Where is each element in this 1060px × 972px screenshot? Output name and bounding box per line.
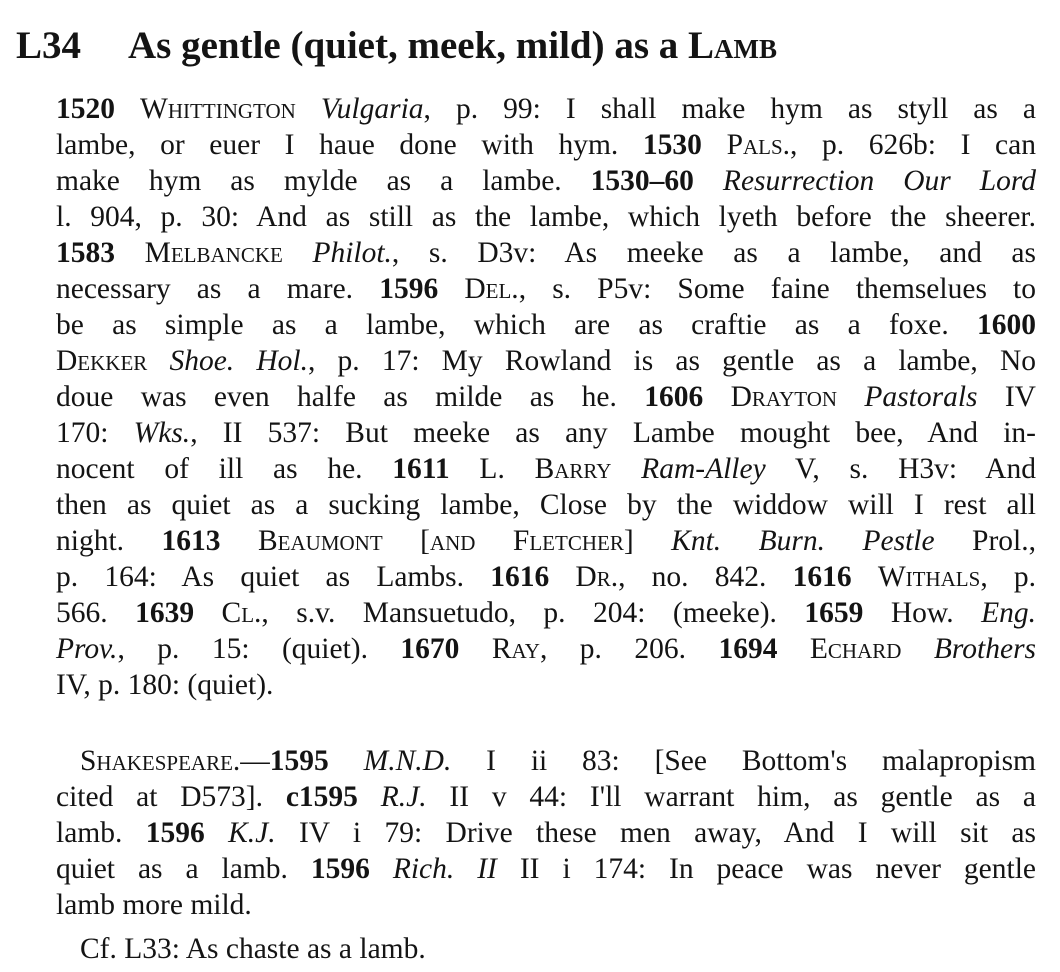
entry-heading <box>16 22 1052 70</box>
source-title: K.J. <box>228 817 276 849</box>
source-title: Knt. Burn. Pestle <box>671 525 935 557</box>
citation-text: 566. <box>56 597 136 629</box>
source-title: Ram-Alley <box>641 453 766 485</box>
citation-text: IV i 79: Drive these men away, And I will sit as <box>275 817 1036 849</box>
citation-year: 1613 <box>161 525 258 557</box>
citation-text: l. 904, p. 30: And as still as the lambe, which lyeth before the sheerer. <box>56 201 1036 233</box>
citation-year: 1606 <box>644 381 731 413</box>
citation-year: 1596 <box>145 817 229 849</box>
citation-text: lamb. <box>56 817 146 849</box>
citation-text: , p. 99: I shall make hym as styll as a <box>423 93 1037 125</box>
source-author: Dr. <box>575 561 619 593</box>
source-author: Melbancke <box>144 237 313 269</box>
text-line <box>56 307 1036 343</box>
source-author: Pals. <box>726 129 791 161</box>
citation-text: , s.v. Mansuetudo, p. 204: (meeke). <box>261 597 805 629</box>
text-line <box>56 91 1036 127</box>
citation-text: lamb more mild. <box>56 889 252 921</box>
citation-text: , p. 626b: I can <box>790 129 1036 161</box>
citation-text: , p. <box>980 561 1037 593</box>
text-line <box>56 851 1036 887</box>
source-title: Vulgaria <box>320 93 424 125</box>
citation-text: — <box>240 745 270 777</box>
citation-text: quiet as a lamb. <box>56 853 311 885</box>
citation-year: 1520 <box>56 93 141 125</box>
source-author: Ray <box>491 633 540 665</box>
citation-text: , II 537: But meeke as any Lambe mought bee, And in- <box>190 417 1036 449</box>
entry-code: L34 <box>16 24 82 67</box>
entry-keyword: Lamb <box>688 24 778 67</box>
source-title: M.N.D. <box>363 745 452 777</box>
source-author: Withals <box>877 561 981 593</box>
text-line <box>56 595 1036 631</box>
text-line <box>56 779 1036 815</box>
text-line <box>56 559 1036 595</box>
citation-text: p. 164: As quiet as Lambs. <box>56 561 491 593</box>
source-author: Dekker <box>56 345 170 377</box>
citation-text: make hym as mylde as a lambe. <box>56 165 591 197</box>
citation-text: lambe, or euer I haue done with hym. <box>56 129 643 161</box>
citation-year: 1616 <box>792 561 878 593</box>
citation-text: , s. P5v: Some faine themselues to <box>518 273 1036 305</box>
text-line <box>56 815 1036 851</box>
text-line <box>56 487 1036 523</box>
citation-text: , p. 15: (quiet). <box>117 633 401 665</box>
citation-text: night. <box>56 525 162 557</box>
text-line <box>56 379 1036 415</box>
citation-text: IV, p. 180: (quiet). <box>56 669 274 701</box>
source-title: Wks. <box>133 417 191 449</box>
citation-text: IV <box>977 381 1036 413</box>
source-title: R.J. <box>380 781 427 813</box>
citation-year: 1694 <box>718 633 810 665</box>
citation-year: 1596 <box>379 273 465 305</box>
text-line <box>80 743 1036 779</box>
source-author: Shakespeare. <box>80 745 241 777</box>
source-author: Echard <box>809 633 934 665</box>
source-title: Shoe. Hol. <box>169 345 308 377</box>
text-line <box>56 163 1036 199</box>
source-author: Cl. <box>221 597 262 629</box>
citation-text: , no. 842. <box>618 561 793 593</box>
citation-text: , s. D3v: As meeke as a lambe, and as <box>391 237 1036 269</box>
citation-text: be as simple as a lambe, which are as craftie as a foxe. <box>56 309 977 341</box>
text-line <box>56 343 1036 379</box>
text-line <box>56 199 1036 235</box>
text-line <box>56 235 1036 271</box>
source-title: Brothers <box>933 633 1037 665</box>
citation-text: 170: <box>56 417 134 449</box>
citation-year: 1616 <box>490 561 576 593</box>
source-title: Prov. <box>56 633 118 665</box>
citation-year: 1639 <box>135 597 222 629</box>
citation-text: II v 44: I'll warrant him, as gentle as a <box>426 781 1037 813</box>
text-line <box>56 667 1036 703</box>
citation-year: 1670 <box>400 633 492 665</box>
text-line <box>56 523 1036 559</box>
citation-text: How. <box>890 597 982 629</box>
citation-text: nocent of ill as he. <box>56 453 393 485</box>
citation-year: 1530–60 <box>590 165 723 197</box>
text-line <box>80 931 1036 967</box>
citation-text: I ii 83: [See Bottom's malapropism <box>451 745 1037 777</box>
source-title: Rich. II <box>392 853 497 885</box>
source-author: Beaumont [and Fletcher] <box>257 525 672 557</box>
text-line <box>56 415 1036 451</box>
entry-title: As gentle (quiet, meek, mild) as a <box>128 24 689 67</box>
citation-text: L. <box>479 453 535 485</box>
citation-year: 1659 <box>804 597 891 629</box>
citation-year: 1600 <box>977 309 1036 341</box>
source-title: Philot. <box>312 237 392 269</box>
citation-year: 1611 <box>392 453 480 485</box>
source-title: Pastorals <box>864 381 978 413</box>
citation-text: V, s. H3v: And <box>765 453 1037 485</box>
source-author: Drayton <box>730 381 865 413</box>
citation-text: then as quiet as a sucking lambe, Close by the widdow will I rest all <box>56 489 1036 521</box>
source-title: Eng. <box>981 597 1036 629</box>
citation-text: doue was even halfe as milde as he. <box>56 381 645 413</box>
text-line <box>56 451 1036 487</box>
source-author: Whittington <box>140 93 321 125</box>
citation-year: 1595 <box>269 745 364 777</box>
text-line <box>56 271 1036 307</box>
text-line <box>56 631 1036 667</box>
citation-text: , p. 17: My Rowland is as gentle as a lambe, No <box>307 345 1036 377</box>
citation-text: Prol., <box>934 525 1036 557</box>
citation-year: c1595 <box>285 781 381 813</box>
text-line <box>56 887 1036 923</box>
citation-text: II i 174: In peace was never gentle <box>496 853 1036 885</box>
citation-year: 1596 <box>310 853 393 885</box>
citation-text: , p. 206. <box>539 633 719 665</box>
citation-text: necessary as a mare. <box>56 273 380 305</box>
source-title: Resurrection Our Lord <box>722 165 1037 197</box>
citation-year: 1530 <box>642 129 727 161</box>
citation-text: Cf. L33: As chaste as a lamb. <box>80 933 426 965</box>
citation-year: 1583 <box>56 237 145 269</box>
source-author: Barry <box>534 453 642 485</box>
citation-text: cited at D573]. <box>56 781 286 813</box>
text-line <box>56 127 1036 163</box>
source-author: Del. <box>464 273 519 305</box>
